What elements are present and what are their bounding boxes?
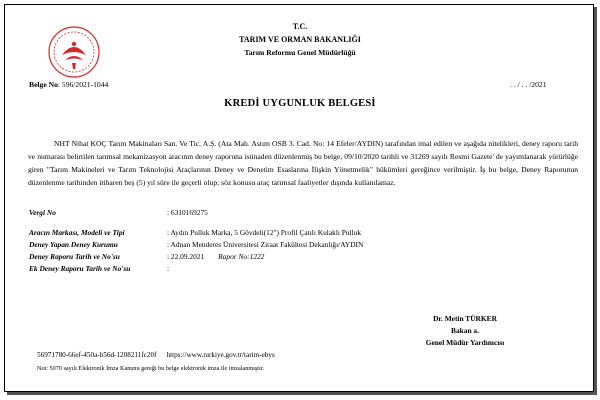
body-text: NHT Nihat KOÇ Tarım Makinaları San. Ve Tic. A.Ş. (Ata Mah. Astım OSB 3. Cad. No: 14 Efeler/AYDIN) tarafından imal edilen ve aşağıda nitelikleri, deney raporu tarih ve numarası belirtilen tarımsal mekanizasyon aracının deney raporuna istinaden düzenlenmiş bu belge, 09/10/2020 tarihli ve 31269 sayılı Resmi Gazete' de yayımlanarak yürürlüğe giren "Tarım Makineleri ve Tarım Teknolojisi Araçlarının Deney ve Denetim Esaslarına İlişkin Yönetmelik" hükümleri gereğince verilmiştir. İş bu belge, Deney Raporunun düzenlenme tarihinden itibaren beş (5) yıl süre ile geçerli olup; söz konusu araç tarımsal faaliyetler dışında kullanılamaz.	[28, 139, 578, 187]
signer-role: Bakan a.	[451, 326, 479, 335]
rapor-label: Deney Raporu Tarih ve No'su	[29, 252, 120, 261]
belge-no	[29, 80, 108, 89]
body-paragraph	[28, 137, 578, 189]
kurum-label: Deney Yapan Deney Kurumu	[29, 240, 118, 249]
rapor-date: : 22.09.2021	[167, 252, 205, 261]
verification-url[interactable]: https://www.turkiye.gov.tr/tarim-ebys	[166, 351, 275, 359]
header-ministry: TARIM VE ORMAN BAKANLIĞI	[239, 35, 361, 44]
e-signature-note: Not: 5070 sayılı Elektronik İmza Kanunu gereği bu belge elektronik imza ile imzalanmıştır.	[37, 365, 264, 372]
document-title: KREDİ UYGUNLUK BELGESİ	[224, 98, 376, 109]
arac-label: Aracın Markası, Modeli ve Tipi	[29, 228, 125, 237]
signer-name: Dr. Metin TÜRKER	[433, 314, 497, 323]
verification-line	[37, 351, 275, 359]
ek-rapor-value: :	[167, 264, 170, 273]
vergi-no-label: Vergi No	[29, 208, 56, 217]
rapor-no: Rapor No:1222	[218, 252, 265, 261]
belge-no-label: Belge No	[29, 80, 58, 89]
vergi-no-value: : 6310169275	[167, 208, 208, 217]
ek-rapor-label: Ek Deney Raporu Tarih ve No'su	[29, 264, 131, 273]
verification-code: 56971780-66ef-450a-b56d-1208211fc20f	[37, 351, 157, 359]
document-date: . . / . . /2021	[510, 80, 547, 89]
kurum-value: : Adnan Menderes Üniversitesi Ziraat Fakültesi Dekanlığı/AYDIN	[167, 240, 364, 249]
belge-no-value: : 596/2021-1044	[57, 80, 109, 89]
signer-title: Genel Müdür Yardımcısı	[425, 338, 505, 347]
arac-value: : Aydın Pulluk Marka, 5 Gövdeli(12") Profil Çatılı Kulaklı Pulluk	[167, 228, 362, 237]
header-tc: T.C.	[292, 22, 308, 31]
header-directorate: Tarım Reformu Genel Müdürlüğü	[244, 48, 356, 57]
rapor-value	[167, 252, 264, 261]
